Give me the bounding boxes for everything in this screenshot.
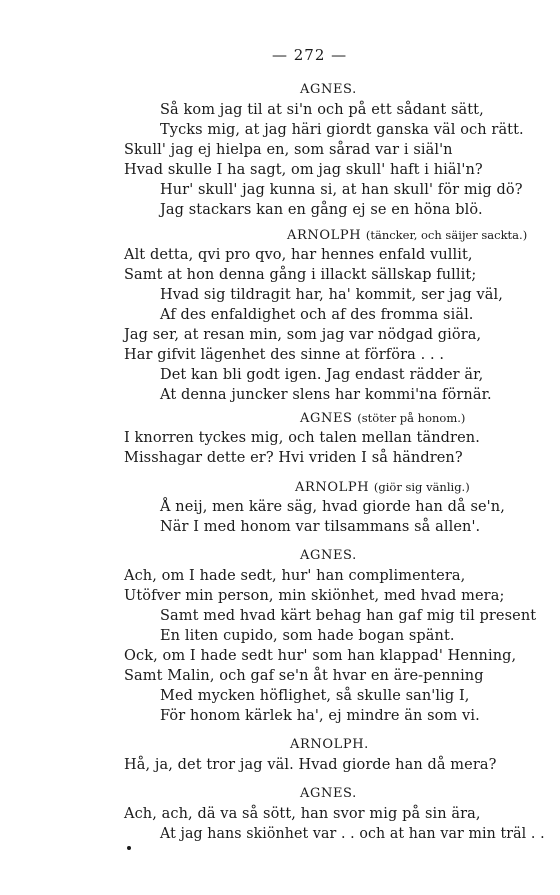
verse-line: Tycks mig, at jag häri giordt ganska väl och rätt.	[160, 122, 524, 138]
verse-line: Samt at hon denna gång i illackt sällskap fullit;	[124, 267, 477, 283]
verse-line: Ock, om I hade sedt hur' som han klappad' Henning,	[124, 648, 517, 664]
verse-line: Alt detta, qvi pro qvo, har hennes enfald vullit,	[124, 247, 473, 263]
verse-line: Hvad sig tildragit har, ha' kommit, ser jag väl,	[160, 287, 503, 303]
speaker-name: AGNES	[300, 411, 353, 426]
speaker-name: ARNOLPH	[295, 480, 370, 495]
verse-line: Utöfver min person, min skiönhet, med hvad mera;	[124, 588, 505, 604]
verse-line: Så kom jag til at si'n och på ett sådant sätt,	[160, 102, 484, 118]
verse-line: Jag stackars kan en gång ej se en höna blö.	[160, 202, 483, 218]
verse-line: Hur' skull' jag kunna si, at han skull' för mig dö?	[160, 182, 523, 198]
verse-line: En liten cupido, som hade bogan spänt.	[160, 628, 455, 644]
verse-line: At denna juncker slens har kommi'na förnär.	[160, 387, 492, 403]
verse-line: Jag ser, at resan min, som jag var nödgad giöra,	[124, 327, 482, 343]
verse-line: Samt med hvad kärt behag han gaf mig til present	[160, 608, 537, 624]
stage-direction: (giör sig vänlig.)	[373, 480, 470, 494]
verse-line: Det kan bli godt igen. Jag endast rädder är,	[160, 367, 484, 383]
ink-speck	[127, 846, 131, 850]
speaker-arnolph	[295, 477, 470, 498]
verse-line: Misshagar dette er? Hvi vriden I så händren?	[124, 450, 463, 466]
speaker-name: ARNOLPH	[287, 228, 362, 243]
speaker-agnes: AGNES.	[300, 786, 357, 801]
verse-line: I knorren tyckes mig, och talen mellan tändren.	[124, 430, 480, 446]
speaker-agnes	[300, 408, 465, 429]
verse-line: Skull' jag ej hielpa en, som sårad var i siäl'n	[124, 142, 453, 158]
verse-line: Hå, ja, det tror jag väl. Hvad giorde han då mera?	[124, 757, 497, 773]
verse-line: Med mycken höflighet, så skulle san'lig I,	[160, 688, 470, 704]
page-number: — 272 —	[272, 46, 348, 64]
speaker-agnes: AGNES.	[300, 82, 357, 97]
stage-direction: (täncker, och säijer sackta.)	[365, 228, 528, 242]
verse-line: Af des enfaldighet och af des fromma siäl.	[160, 307, 474, 323]
stage-direction: (stöter på honom.)	[357, 411, 466, 425]
verse-line: Å neij, men käre säg, hvad giorde han då se'n,	[160, 499, 505, 515]
verse-line: Samt Malin, och gaf se'n åt hvar en äre-penning	[124, 668, 484, 684]
speaker-arnolph	[287, 225, 527, 246]
verse-line: Hvad skulle I ha sagt, om jag skull' haft i hiäl'n?	[124, 162, 483, 178]
speaker-agnes: AGNES.	[300, 548, 357, 563]
verse-line: För honom kärlek ha', ej mindre än som vi.	[160, 708, 480, 724]
verse-line: Ach, om I hade sedt, hur' han complimentera,	[124, 568, 466, 584]
verse-line: Ach, ach, dä va så sött, han svor mig på sin ära,	[124, 806, 481, 822]
speaker-arnolph: ARNOLPH.	[290, 737, 369, 752]
verse-line: När I med honom var tilsammans så allen'.	[160, 519, 481, 535]
verse-line: Har gifvit lägenhet des sinne at förföra . . .	[124, 347, 445, 363]
verse-line: At jag hans skiönhet var . . och at han var min träl . .	[160, 826, 545, 842]
